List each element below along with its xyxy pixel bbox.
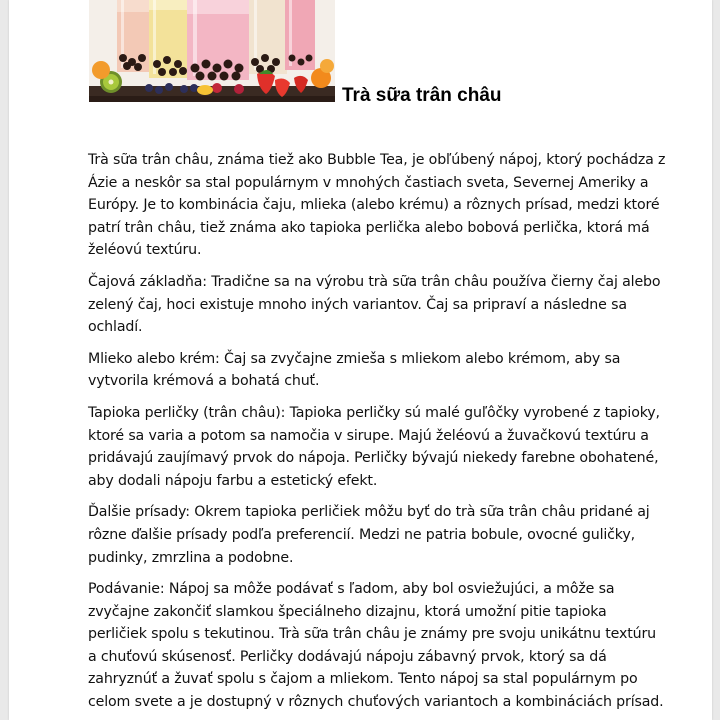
- paragraph-other-ingredients: Ďalšie prísady: Okrem tapioka perličiek môžu byť do trà sữa trân châu pridané aj rôzne ďalšie prísady podľa preferencií. Medzi ne patria bobule, ovocné guličky, pudinky, zmrzlina a podobne.: [88, 504, 650, 566]
- paragraph-milk: Mlieko alebo krém: Čaj sa zvyčajne zmieša s mliekom alebo krémom, aby sa vytvorila krémová a bohatá chuť.: [88, 350, 621, 390]
- document-body: [88, 149, 668, 720]
- document-page: [9, 0, 712, 720]
- bubble-tea-photo: [89, 0, 335, 102]
- paragraph-serving: Podávanie: Nápoj sa môže podávať s ľadom, aby bol osviežujúci, a môže sa zvyčajne zakončiť slamkou špeciálneho dizajnu, ktorá umožní pitie tapioka perličiek spolu s tekutinou. Trà sữa trân châu je známy pre svoju unikátnu textúru a chuťovú skúsenosť. Perličky dodávajú nápoju zábavný prvok, ktorý sa dá zahryznúť a žuvať spolu s čajom a mliekom. Tento nápoj sa stal populárnym po celom svete a je dostupný v rôznych chuťových variantoch a kombináciách prísad.: [88, 581, 664, 711]
- paragraph-tapioca-pearls: Tapioka perličky (trân châu): Tapioka perličky sú malé guľôčky vyrobené z tapioky, ktoré sa varia a potom sa namočia v sirupe. Majú želéovú a žuvačkovú textúru a pridávajú zaujímavý prvok do nápoja. Perličky bývajú niekedy farebne obohatené, aby dodali nápoju farbu a estetický efekt.: [88, 404, 660, 489]
- paragraph-tea-base: Čajová základňa: Tradične sa na výrobu trà sữa trân châu používa čierny čaj alebo zelený čaj, hoci existuje mnoho iných variantov. Čaj sa pripraví a následne sa ochladí.: [88, 273, 661, 336]
- document-title: Trà sữa trân châu: [342, 85, 502, 106]
- paragraph-intro: Trà sữa trân châu, známa tiež ako Bubble Tea, je obľúbený nápoj, ktorý pochádza z Ázie a neskôr sa stal populárnym v mnohých častiach sveta, Severnej Ameriky a Európy. Je to kombinácia čaju, mlieka (alebo krému) a rôznych prísad, medzi ktoré patrí trân châu, tiež známa ako tapioka perlička alebo bobová perlička, ktorá má želéovú textúru.: [88, 152, 666, 259]
